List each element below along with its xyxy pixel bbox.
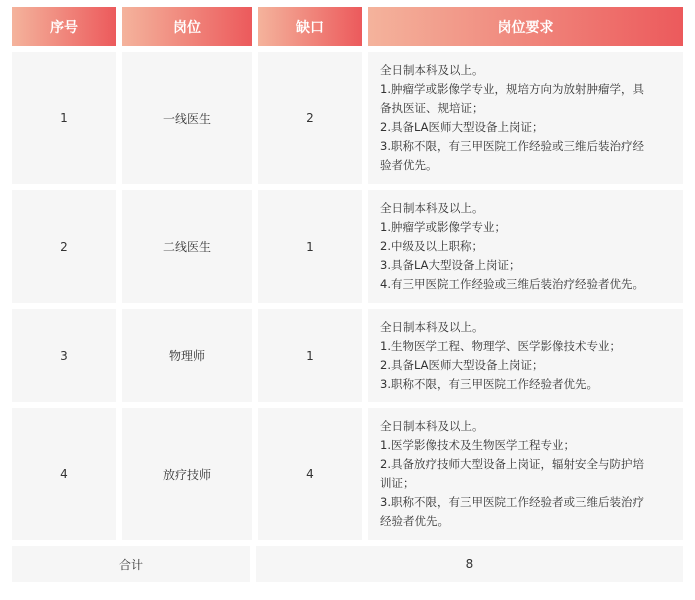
requirement-line: 全日制本科及以上。	[380, 63, 484, 77]
requirement-line: 1.生物医学工程、物理学、医学影像技术专业；	[380, 339, 621, 353]
row-vacancy: 2	[258, 52, 362, 184]
row-vacancy: 1	[258, 309, 362, 402]
table-row	[12, 190, 683, 303]
requirement-line: 验者优先。	[380, 158, 438, 172]
requirement-line: 2.具备LA医师大型设备上岗证；	[380, 358, 544, 372]
requirement-line: 1.肿瘤学或影像学专业；	[380, 220, 506, 234]
requirement-line: 全日制本科及以上。	[380, 419, 484, 433]
table-header	[12, 7, 683, 46]
row-position: 物理师	[122, 309, 252, 402]
requirement-line: 备执医证、规培证；	[380, 101, 484, 115]
row-no: 3	[12, 309, 116, 402]
row-position: 一线医生	[122, 52, 252, 184]
requirement-line: 全日制本科及以上。	[380, 201, 484, 215]
row-requirements	[368, 309, 683, 402]
row-no: 1	[12, 52, 116, 184]
requirement-line: 3.具备LA大型设备上岗证；	[380, 258, 521, 272]
row-position: 放疗技师	[122, 408, 252, 540]
header-position: 岗位	[122, 7, 252, 46]
requirement-line: 3.职称不限，有三甲医院工作经验者或三维后装治疗	[380, 495, 644, 509]
row-requirements	[368, 52, 683, 184]
header-no: 序号	[12, 7, 116, 46]
table-row	[12, 309, 683, 402]
requirement-line: 经验者优先。	[380, 514, 449, 528]
row-no: 2	[12, 190, 116, 303]
requirement-line: 1.医学影像技术及生物医学工程专业；	[380, 438, 575, 452]
row-requirements	[368, 408, 683, 540]
requirement-line: 2.具备放疗技师大型设备上岗证，辐射安全与防护培	[380, 457, 644, 471]
row-requirements	[368, 190, 683, 303]
requirement-line: 3.职称不限，有三甲医院工作经验者优先。	[380, 377, 598, 391]
recruitment-table	[12, 7, 683, 588]
requirement-line: 4.有三甲医院工作经验或三维后装治疗经验者优先。	[380, 277, 644, 291]
total-value: 8	[256, 546, 683, 582]
requirement-line: 全日制本科及以上。	[380, 320, 484, 334]
requirement-line: 1.肿瘤学或影像学专业，规培方向为放射肿瘤学，具	[380, 82, 644, 96]
requirement-line: 2.中级及以上职称；	[380, 239, 483, 253]
row-vacancy: 1	[258, 190, 362, 303]
table-row	[12, 408, 683, 540]
table-row	[12, 52, 683, 184]
header-requirements: 岗位要求	[368, 7, 683, 46]
row-vacancy: 4	[258, 408, 362, 540]
total-row	[12, 546, 683, 582]
row-position: 二线医生	[122, 190, 252, 303]
requirement-line: 2.具备LA医师大型设备上岗证；	[380, 120, 544, 134]
total-label: 合计	[12, 546, 250, 582]
header-vacancy: 缺口	[258, 7, 362, 46]
row-no: 4	[12, 408, 116, 540]
requirement-line: 3.职称不限，有三甲医院工作经验或三维后装治疗经	[380, 139, 644, 153]
requirement-line: 训证；	[380, 476, 415, 490]
